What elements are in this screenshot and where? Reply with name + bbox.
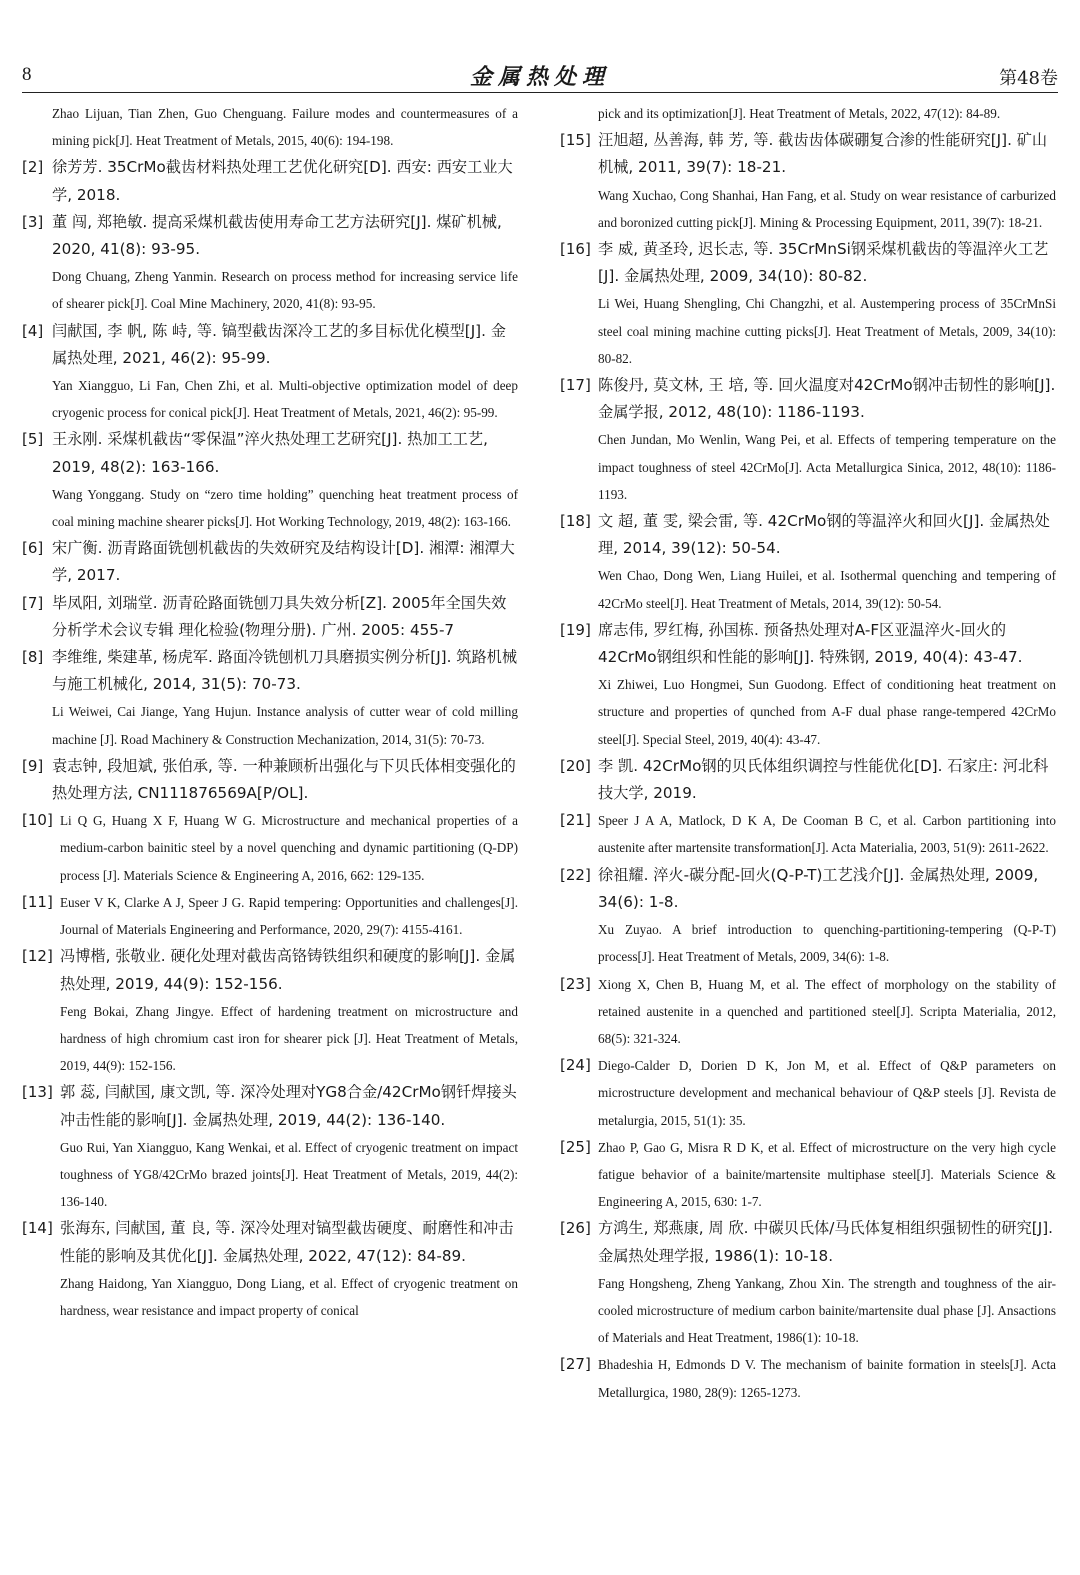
reference-entry: [22, 1079, 518, 1215]
reference-text-english: Bhadeshia H, Edmonds D V. The mechanism of bainite formation in steels[J]. Acta Metallurgica, 1980, 28(9): 1265-1273.: [598, 1357, 1056, 1400]
reference-entry: [560, 508, 1056, 617]
reference-text-english: Diego-Calder D, Dorien D K, Jon M, et al. Effect of Q&P parameters on microstructure development and mechanical behaviour of Q&P steels [J]. Revista de metalurgia, 2015, 51(1): 35.: [598, 1058, 1056, 1128]
reference-text-chinese: 闫献国, 李 帆, 陈 峙, 等. 镐型截齿深冷工艺的多目标优化模型[J]. 金属热处理, 2021, 46(2): 95-99.: [52, 321, 506, 367]
reference-text-english: Chen Jundan, Mo Wenlin, Wang Pei, et al. Effects of tempering temperature on the impact toughness of steel 42CrMo[J]. Acta Metallurgica Sinica, 2012, 48(10): 1186-1193.: [598, 432, 1056, 502]
reference-number: [10]: [22, 811, 53, 830]
reference-entry: [560, 236, 1056, 372]
reference-text-chinese: 徐芳芳. 35CrMo截齿材料热处理工艺优化研究[D]. 西安: 西安工业大学, 2018.: [52, 158, 513, 204]
reference-number: [12]: [22, 947, 53, 966]
reference-entry: [560, 1215, 1056, 1351]
reference-text-chinese: 袁志钟, 段旭斌, 张伯承, 等. 一种兼顾析出强化与下贝氏体相变强化的热处理方法, CN111876569A[P/OL].: [52, 756, 516, 803]
reference-text-chinese: 李 威, 黄圣玲, 迟长志, 等. 35CrMnSi钢采煤机截齿的等温淬火工艺[J]. 金属热处理, 2009, 34(10): 80-82.: [598, 240, 1049, 286]
reference-text-english: Wen Chao, Dong Wen, Liang Huilei, et al. Isothermal quenching and tempering of 42CrMo steel[J]. Heat Treatment of Metals, 2014, 39(12): 50-54.: [598, 568, 1056, 611]
reference-text-chinese: 郭 蕊, 闫献国, 康文凯, 等. 深冷处理对YG8合金/42CrMo钢钎焊接头冲击性能的影响[J]. 金属热处理, 2019, 44(2): 136-140.: [60, 1083, 517, 1129]
reference-number: [7]: [22, 593, 44, 612]
reference-entry: [22, 100, 518, 154]
reference-text-english: Euser V K, Clarke A J, Speer J G. Rapid tempering: Opportunities and challenges[J]. Journal of Materials Engineering and Performance, 2020, 29(7): 4155-4161.: [60, 894, 518, 938]
reference-entry: [560, 807, 1056, 861]
reference-text-english: Xiong X, Chen B, Huang M, et al. The effect of morphology on the stability of retained austenite in a quenched and partitioned steel[J]. Scripta Materialia, 2012, 68(5): 321-324.: [598, 976, 1056, 1046]
reference-number: [11]: [22, 892, 53, 911]
reference-entry: [22, 943, 518, 1079]
reference-text-chinese: 方鸿生, 郑燕康, 周 欣. 中碳贝氏体/马氏体复相组织强韧性的研究[J]. 金属热处理学报, 1986(1): 10-18.: [598, 1219, 1053, 1265]
reference-number: [4]: [22, 321, 44, 340]
reference-number: [17]: [560, 376, 591, 395]
reference-text-english: Fang Hongsheng, Zheng Yankang, Zhou Xin. The strength and toughness of the air-cooled microstructure of medium carbon bainite/martensite dual phase [J]. Ansactions of Materials and Heat Treatment, 1986(1): 10-18.: [598, 1275, 1056, 1346]
reference-number: [6]: [22, 539, 44, 558]
reference-entry: [22, 889, 518, 943]
reference-number: [24]: [560, 1056, 591, 1075]
reference-text-english: Wang Xuchao, Cong Shanhai, Han Fang, et al. Study on wear resistance of carburized and boronized cutting pick[J]. Mining & Processing Equipment, 2011, 39(7): 18-21.: [598, 187, 1056, 230]
reference-number: [8]: [22, 648, 44, 667]
reference-text-chinese: 席志伟, 罗红梅, 孙国栋. 预备热处理对A-F区亚温淬火-回火的42CrMo钢组织和性能的影响[J]. 特殊钢, 2019, 40(4): 43-47.: [598, 620, 1023, 667]
running-header: [22, 58, 1058, 93]
reference-number: [2]: [22, 158, 44, 177]
reference-text-english: Xu Zuyao. A brief introduction to quenching-partitioning-tempering (Q-P-T) process[J]. Heat Treatment of Metals, 2009, 34(6): 1-8.: [598, 922, 1056, 965]
journal-title: 金属热处理: [469, 64, 610, 90]
reference-text-english: Guo Rui, Yan Xiangguo, Kang Wenkai, et al. Effect of cryogenic treatment on impact toughness of YG8/42CrMo brazed joints[J]. Heat Treatment of Metals, 2019, 44(2): 136-140.: [60, 1139, 518, 1210]
reference-entry: [560, 862, 1056, 971]
reference-entry: [560, 1052, 1056, 1134]
reference-number: [18]: [560, 512, 591, 531]
reference-entry: [560, 1134, 1056, 1216]
reference-number: [14]: [22, 1219, 53, 1238]
reference-text-english: Li Wei, Huang Shengling, Chi Changzhi, et al. Austempering process of 35CrMnSi steel coal mining machine cutting picks[J]. Heat Treatment of Metals, 2009, 34(10): 80-82.: [598, 296, 1056, 366]
reference-entry: [560, 753, 1056, 807]
reference-text-chinese: 徐祖耀. 淬火-碳分配-回火(Q-P-T)工艺浅介[J]. 金属热处理, 2009, 34(6): 1-8.: [598, 865, 1039, 911]
reference-text-english: Feng Bokai, Zhang Jingye. Effect of hardening treatment on microstructure and hardness of high chromium cast iron for shearer pick [J]. Heat Treatment of Metals, 2019, 44(9): 152-156.: [60, 1003, 518, 1074]
reference-number: [27]: [560, 1355, 591, 1374]
reference-number: [26]: [560, 1219, 591, 1238]
reference-text-english: Dong Chuang, Zheng Yanmin. Research on process method for increasing service life of shearer pick[J]. Coal Mine Machinery, 2020, 41(8): 93-95.: [52, 269, 518, 312]
reference-text-english: Yan Xiangguo, Li Fan, Chen Zhi, et al. Multi-objective optimization model of deep cryogenic process for conical pick[J]. Heat Treatment of Metals, 2021, 46(2): 95-99.: [52, 378, 518, 421]
reference-text-english: Xi Zhiwei, Luo Hongmei, Sun Guodong. Effect of conditioning heat treatment on structure and properties of qunched from A-F dual phase range-tempered 42CrMo steel[J]. Special Steel, 2019, 40(4): 43-47.: [598, 677, 1056, 747]
reference-entry: [22, 318, 518, 427]
reference-number: [22]: [560, 865, 591, 884]
reference-text-english: Zhao Lijuan, Tian Zhen, Guo Chenguang. Failure modes and countermeasures of a mining pick[J]. Heat Treatment of Metals, 2015, 40(6): 194-198.: [52, 106, 518, 149]
reference-text-chinese: 张海东, 闫献国, 董 良, 等. 深冷处理对镐型截齿硬度、耐磨性和冲击性能的影响及其优化[J]. 金属热处理, 2022, 47(12): 84-89.: [60, 1219, 514, 1265]
reference-text-chinese: 冯博楷, 张敬业. 硬化处理对截齿高铬铸铁组织和硬度的影响[J]. 金属热处理, 2019, 44(9): 152-156.: [60, 947, 516, 993]
page-number: 8: [22, 64, 32, 85]
reference-number: [23]: [560, 974, 591, 993]
reference-entry: [22, 644, 518, 753]
reference-text-english: Zhao P, Gao G, Misra R D K, et al. Effect of microstructure on the very high cycle fatigue behavior of a bainite/martensite multiphase steel[J]. Materials Science & Engineering A, 2015, 630: 1-7.: [598, 1139, 1056, 1210]
reference-text-chinese: 李 凯. 42CrMo钢的贝氏体组织调控与性能优化[D]. 石家庄: 河北科技大学, 2019.: [598, 756, 1049, 803]
reference-text-chinese: 董 闯, 郑艳敏. 提高采煤机截齿使用寿命工艺方法研究[J]. 煤矿机械, 2020, 41(8): 93-95.: [52, 212, 502, 259]
reference-text-chinese: 王永刚. 采煤机截齿“零保温”淬火热处理工艺研究[J]. 热加工工艺, 2019, 48(2): 163-166.: [52, 430, 488, 476]
reference-entry: [22, 535, 518, 589]
reference-text-english: Li Weiwei, Cai Jiange, Yang Hujun. Instance analysis of cutter wear of cold milling machine [J]. Road Machinery & Construction Mechanization, 2014, 31(5): 70-73.: [52, 704, 518, 747]
volume-label: 第48卷: [999, 68, 1058, 89]
reference-entry: [560, 617, 1056, 753]
reference-text-english: pick and its optimization[J]. Heat Treatment of Metals, 2022, 47(12): 84-89.: [598, 106, 1001, 121]
reference-text-chinese: 宋广衡. 沥青路面铣刨机截齿的失效研究及结构设计[D]. 湘潭: 湘潭大学, 2017.: [52, 539, 515, 585]
reference-entry: [560, 127, 1056, 236]
reference-column-left: [22, 100, 518, 1324]
reference-entry: [560, 100, 1056, 127]
reference-number: [3]: [22, 212, 44, 231]
reference-number: [16]: [560, 240, 591, 259]
reference-text-english: Speer J A A, Matlock, D K A, De Cooman B C, et al. Carbon partitioning into austenite after martensite transformation[J]. Acta Materialia, 2003, 51(9): 2611-2622.: [598, 813, 1056, 856]
reference-entry: [560, 372, 1056, 508]
reference-entry: [22, 1215, 518, 1324]
reference-entry: [560, 971, 1056, 1053]
reference-text-chinese: 陈俊丹, 莫文林, 王 培, 等. 回火温度对42CrMo钢冲击韧性的影响[J]. 金属学报, 2012, 48(10): 1186-1193.: [598, 376, 1056, 422]
reference-entry: [22, 426, 518, 535]
reference-entry: [22, 753, 518, 807]
reference-text-chinese: 李维维, 柴建革, 杨虎军. 路面冷铣刨机刀具磨损实例分析[J]. 筑路机械与施工机械化, 2014, 31(5): 70-73.: [52, 648, 518, 694]
reference-entry: [22, 154, 518, 208]
reference-text-chinese: 文 超, 董 雯, 梁会雷, 等. 42CrMo钢的等温淬火和回火[J]. 金属热处理, 2014, 39(12): 50-54.: [598, 512, 1050, 558]
reference-number: [21]: [560, 811, 591, 830]
reference-entry: [560, 1351, 1056, 1405]
reference-number: [25]: [560, 1137, 591, 1156]
reference-entry: [22, 807, 518, 889]
reference-number: [20]: [560, 756, 591, 775]
reference-column-right: [560, 100, 1056, 1406]
reference-text-chinese: 汪旭超, 丛善海, 韩 芳, 等. 截齿齿体碳硼复合渗的性能研究[J]. 矿山机械, 2011, 39(7): 18-21.: [598, 131, 1048, 177]
reference-text-chinese: 毕凤阳, 刘瑞堂. 沥青砼路面铣刨刀具失效分析[Z]. 2005年全国失效分析学术会议专辑 理化检验(物理分册). 广州. 2005: 455-7: [52, 593, 507, 639]
reference-number: [9]: [22, 756, 44, 775]
reference-number: [15]: [560, 131, 591, 150]
reference-number: [13]: [22, 1083, 53, 1102]
reference-text-english: Li Q G, Huang X F, Huang W G. Microstructure and mechanical properties of a medium-carbon bainitic steel by a novel quenching and dynamic partitioning (Q-DP) process [J]. Materials Science & Engineering A, 2016, 662: 129-135.: [60, 813, 518, 883]
reference-number: [5]: [22, 430, 44, 449]
reference-text-english: Wang Yonggang. Study on “zero time holding” quenching heat treatment process of coal mining machine shearer picks[J]. Hot Working Technology, 2019, 48(2): 163-166.: [52, 486, 518, 530]
reference-number: [19]: [560, 620, 591, 639]
reference-text-english: Zhang Haidong, Yan Xiangguo, Dong Liang, et al. Effect of cryogenic treatment on hardness, wear resistance and impact property of conical: [60, 1275, 518, 1318]
reference-entry: [22, 590, 518, 644]
reference-entry: [22, 209, 518, 318]
